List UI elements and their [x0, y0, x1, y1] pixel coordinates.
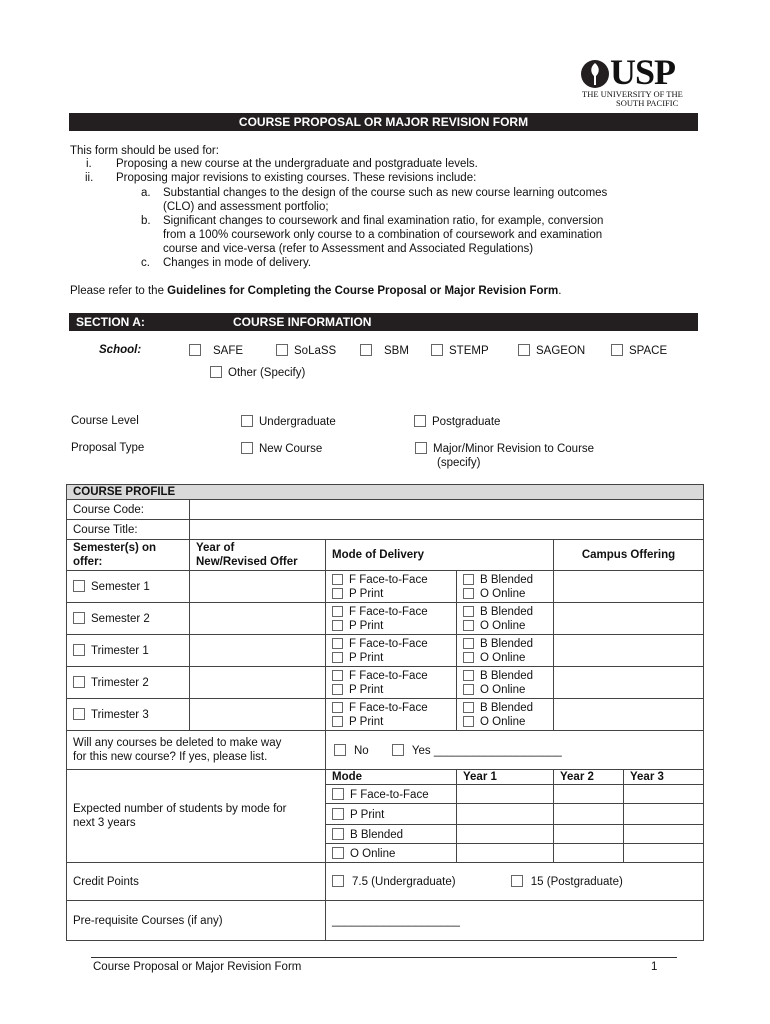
table-row: [67, 603, 704, 635]
intro-item-i-num: i.: [86, 158, 92, 170]
table-row: [67, 635, 704, 667]
usp-tagline-1: THE UNIVERSITY OF THE: [582, 89, 683, 99]
intro-sub-a-2: (CLO) and assessment portfolio;: [163, 201, 329, 213]
table-row: [67, 667, 704, 699]
intro-sub-a-num: a.: [141, 187, 151, 199]
credit-points-options: 7.5 (Undergraduate) 15 (Postgraduate): [326, 863, 704, 901]
checkbox[interactable]: [189, 344, 201, 356]
checkbox[interactable]: [73, 644, 85, 656]
semester-2-option[interactable]: Semester 2: [67, 603, 190, 635]
proposal-type-new-course[interactable]: New Course: [241, 442, 322, 455]
credit-points-label: Credit Points: [67, 863, 326, 901]
mode-cell: F Face-to-Face P Print: [326, 635, 457, 667]
year-2-input[interactable]: [554, 844, 624, 863]
school-option-sageon[interactable]: SAGEON: [518, 344, 585, 357]
year-input[interactable]: [190, 603, 326, 635]
mode-b-option[interactable]: B Blended: [326, 825, 457, 844]
checkbox[interactable]: [332, 847, 344, 859]
trimester-2-option[interactable]: Trimester 2: [67, 667, 190, 699]
checkbox[interactable]: [332, 652, 343, 663]
checkbox[interactable]: [463, 716, 474, 727]
year-1-input[interactable]: [457, 785, 554, 804]
year-2-input[interactable]: [554, 825, 624, 844]
year-1-header: Year 1: [457, 770, 554, 785]
year-1-input[interactable]: [457, 825, 554, 844]
year-2-header: Year 2: [554, 770, 624, 785]
form-title: COURSE PROPOSAL OR MAJOR REVISION FORM: [238, 115, 529, 129]
prerequisite-input[interactable]: ____________________: [326, 901, 704, 941]
intro-sub-b-3: course and vice-versa (refer to Assessment and Associated Regulations): [163, 243, 534, 255]
checkbox[interactable]: [463, 620, 474, 631]
school-option-other[interactable]: Other (Specify): [210, 366, 305, 379]
mode-header: Mode: [326, 770, 457, 785]
mode-f-option[interactable]: F Face-to-Face: [326, 785, 457, 804]
checkbox[interactable]: [332, 670, 343, 681]
course-title-label: Course Title:: [67, 520, 190, 540]
checkbox[interactable]: [332, 620, 343, 631]
usp-wordmark: USP: [610, 52, 676, 92]
checkbox[interactable]: [332, 716, 343, 727]
year-1-input[interactable]: [457, 844, 554, 863]
form-title-bar: [69, 113, 698, 131]
school-option-space[interactable]: SPACE: [611, 344, 667, 357]
refer-text: Please refer to the Guidelines for Completing the Course Proposal or Major Revision Form.: [70, 285, 562, 297]
checkbox[interactable]: [463, 652, 474, 663]
year-input[interactable]: [190, 699, 326, 731]
checkbox[interactable]: [463, 670, 474, 681]
year-input[interactable]: [190, 635, 326, 667]
course-title-input[interactable]: [190, 520, 704, 540]
credit-ug-checkbox[interactable]: [332, 875, 344, 887]
year-3-input[interactable]: [624, 844, 704, 863]
section-a-bar: [69, 313, 698, 331]
checkbox[interactable]: [73, 612, 85, 624]
campus-input[interactable]: [554, 635, 704, 667]
course-level-label: Course Level: [71, 415, 139, 427]
table-row: [67, 571, 704, 603]
credit-pg-checkbox[interactable]: [511, 875, 523, 887]
page-number: 1: [651, 961, 658, 973]
mode-cell: F Face-to-Face P Print: [326, 667, 457, 699]
intro-sub-b-2: from a 100% coursework only course to a combination of coursework and examination: [163, 229, 603, 241]
checkbox[interactable]: [276, 344, 288, 356]
checkbox[interactable]: [463, 574, 474, 585]
campus-input[interactable]: [554, 603, 704, 635]
checkbox[interactable]: [332, 788, 344, 800]
usp-tagline-2: SOUTH PACIFIC: [616, 98, 679, 108]
year-3-input[interactable]: [624, 785, 704, 804]
intro-sub-a-1: Substantial changes to the design of the course such as new course learning outcomes: [163, 187, 608, 199]
checkbox[interactable]: [73, 676, 85, 688]
year-3-header: Year 3: [624, 770, 704, 785]
mode-cell: B Blended O Online: [457, 635, 554, 667]
checkbox[interactable]: [611, 344, 623, 356]
checkbox[interactable]: [332, 606, 343, 617]
proposal-type-label: Proposal Type: [71, 442, 145, 454]
intro-sub-c-num: c.: [141, 257, 150, 269]
checkbox[interactable]: [415, 442, 427, 454]
course-profile-table: [66, 484, 704, 941]
proposal-type-revision[interactable]: Major/Minor Revision to Course: [415, 442, 594, 455]
course-level-postgraduate[interactable]: Postgraduate: [414, 415, 500, 428]
year-3-input[interactable]: [624, 825, 704, 844]
table-row: [67, 699, 704, 731]
checkbox[interactable]: [332, 808, 344, 820]
checkbox[interactable]: [518, 344, 530, 356]
course-code-input[interactable]: [190, 500, 704, 520]
semester-1-option[interactable]: Semester 1: [67, 571, 190, 603]
yes-checkbox[interactable]: [392, 744, 404, 756]
courses-deleted-question: Will any courses be deleted to make way for this new course? If yes, please list.: [67, 731, 326, 770]
checkbox[interactable]: [210, 366, 222, 378]
school-option-safe[interactable]: SAFE: [189, 344, 243, 357]
checkbox[interactable]: [241, 442, 253, 454]
course-code-label: Course Code:: [67, 500, 190, 520]
checkbox[interactable]: [332, 588, 343, 599]
checkbox[interactable]: [73, 708, 85, 720]
checkbox[interactable]: [463, 702, 474, 713]
school-option-sbm[interactable]: SBM: [360, 344, 409, 357]
intro-lead: This form should be used for:: [70, 145, 219, 157]
no-checkbox[interactable]: [334, 744, 346, 756]
campus-input[interactable]: [554, 699, 704, 731]
proposal-type-revision-specify: (specify): [437, 457, 481, 469]
checkbox[interactable]: [431, 344, 443, 356]
intro-item-ii: Proposing major revisions to existing courses. These revisions include:: [116, 172, 477, 184]
intro-item-ii-num: ii.: [85, 172, 94, 184]
campus-input[interactable]: [554, 571, 704, 603]
guidelines-link: Guidelines for Completing the Course Proposal or Major Revision Form: [167, 285, 559, 297]
prerequisite-label: Pre-requisite Courses (if any): [67, 901, 326, 941]
mode-cell: B Blended O Online: [457, 571, 554, 603]
year-header: Year of New/Revised Offer: [190, 540, 326, 571]
year-input[interactable]: [190, 667, 326, 699]
checkbox[interactable]: [463, 684, 474, 695]
mode-cell: B Blended O Online: [457, 667, 554, 699]
trimester-1-option[interactable]: Trimester 1: [67, 635, 190, 667]
school-option-stemp[interactable]: STEMP: [431, 344, 489, 357]
expected-students-label: Expected number of students by mode for next 3 years: [67, 770, 326, 863]
mode-o-option[interactable]: O Online: [326, 844, 457, 863]
footer-rule: [91, 957, 677, 958]
course-profile-title: COURSE PROFILE: [67, 485, 704, 500]
checkbox[interactable]: [463, 606, 474, 617]
mode-cell: F Face-to-Face P Print: [326, 603, 457, 635]
section-a-title: COURSE INFORMATION: [233, 315, 372, 329]
year-3-input[interactable]: [624, 804, 704, 825]
checkbox[interactable]: [332, 574, 343, 585]
mode-cell: B Blended O Online: [457, 699, 554, 731]
checkbox[interactable]: [332, 828, 344, 840]
checkbox[interactable]: [73, 580, 85, 592]
usp-logo: [580, 52, 702, 110]
trimester-3-option[interactable]: Trimester 3: [67, 699, 190, 731]
school-label: School:: [99, 344, 142, 356]
intro-item-i: Proposing a new course at the undergraduate and postgraduate levels.: [116, 158, 478, 170]
checkbox[interactable]: [241, 415, 253, 427]
campus-input[interactable]: [554, 667, 704, 699]
year-2-input[interactable]: [554, 804, 624, 825]
checkbox[interactable]: [332, 702, 343, 713]
mode-of-delivery-header: Mode of Delivery: [326, 540, 554, 571]
checkbox[interactable]: [463, 588, 474, 599]
checkbox[interactable]: [332, 684, 343, 695]
year-input[interactable]: [190, 571, 326, 603]
section-a-label: SECTION A:: [76, 315, 145, 329]
campus-offering-header: Campus Offering: [554, 540, 704, 571]
mode-cell: F Face-to-Face P Print: [326, 699, 457, 731]
checkbox[interactable]: [463, 638, 474, 649]
courses-deleted-answer: No Yes ____________________: [326, 731, 704, 770]
mode-cell: F Face-to-Face P Print: [326, 571, 457, 603]
intro-sub-b-num: b.: [141, 215, 151, 227]
year-1-input[interactable]: [457, 804, 554, 825]
usp-emblem-icon: [580, 57, 610, 91]
intro-sub-c: Changes in mode of delivery.: [163, 257, 312, 269]
mode-cell: B Blended O Online: [457, 603, 554, 635]
checkbox[interactable]: [332, 638, 343, 649]
checkbox[interactable]: [414, 415, 426, 427]
semester-header: Semester(s) on offer:: [67, 540, 190, 571]
checkbox[interactable]: [360, 344, 372, 356]
intro-sub-b-1: Significant changes to coursework and final examination ratio, for example, conversion: [163, 215, 604, 227]
school-option-solass[interactable]: SoLaSS: [276, 344, 336, 357]
footer-title: Course Proposal or Major Revision Form: [93, 961, 302, 973]
course-level-undergraduate[interactable]: Undergraduate: [241, 415, 336, 428]
year-2-input[interactable]: [554, 785, 624, 804]
mode-p-option[interactable]: P Print: [326, 804, 457, 825]
